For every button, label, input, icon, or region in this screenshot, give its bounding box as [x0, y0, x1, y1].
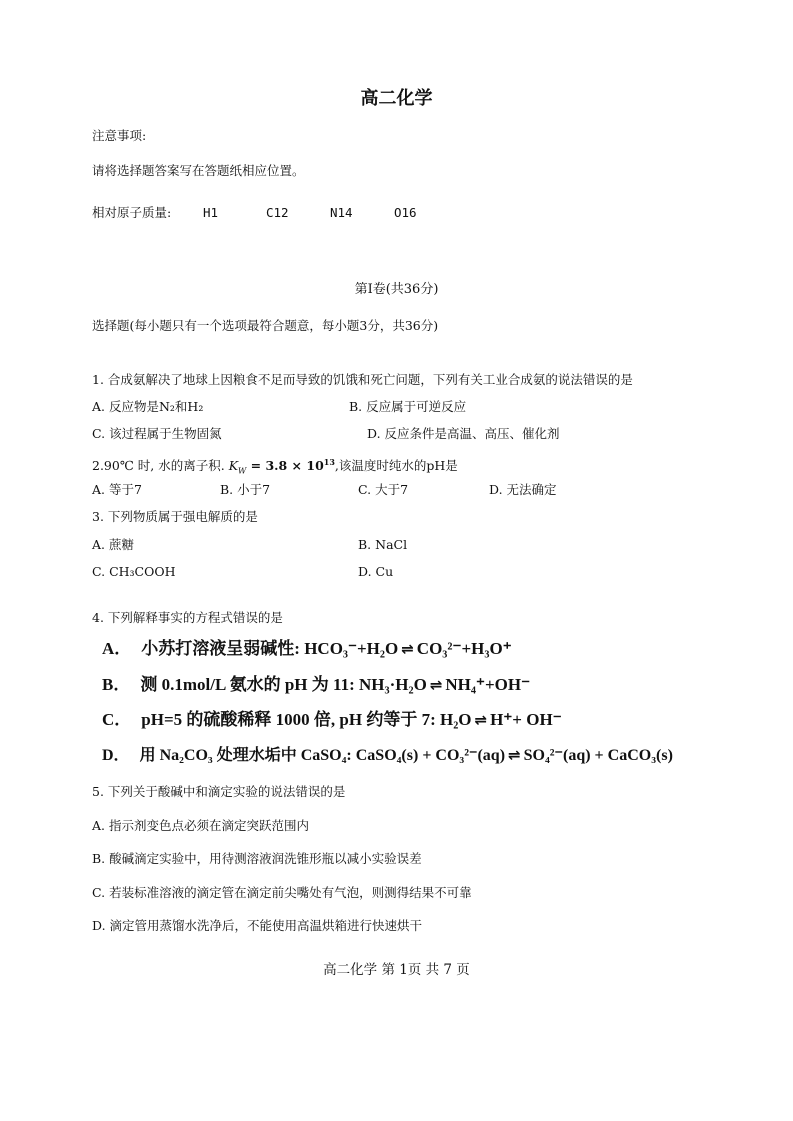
q4-option-d	[102, 744, 673, 767]
q4-option-c-label: C．	[102, 710, 132, 729]
q2-stem	[92, 454, 458, 480]
equilibrium-arrow-icon: ⇌	[474, 711, 488, 729]
q2-expr: = 3.8 × 10	[246, 458, 324, 474]
q2-option-c: C. 大于7	[358, 482, 409, 497]
q3-option-a: A. 蔗糖	[92, 537, 134, 552]
q1-option-d: D. 反应条件是高温、高压、催化剂	[367, 426, 560, 441]
q2-kw: K	[228, 458, 239, 474]
q4-option-d-label: D．	[102, 747, 130, 764]
notice-heading: 注意事项:	[92, 128, 147, 143]
q5-option-d: D. 滴定管用蒸馏水洗净后，不能使用高温烘箱进行快速烘干	[92, 918, 423, 933]
q1-option-a: A. 反应物是N₂和H₂	[92, 399, 204, 414]
equilibrium-arrow-icon: ⇌	[401, 640, 414, 658]
notice-line: 请将选择题答案写在答题纸相应位置。	[92, 163, 305, 178]
q3-option-d: D. Cu	[358, 564, 394, 579]
page-footer: 高二化学 第 1页 共 7 页	[323, 962, 470, 978]
q4-option-b-right: NH₄⁺+OH⁻	[445, 675, 531, 694]
q4-option-c	[102, 709, 562, 731]
q2-exp: 13	[323, 457, 335, 467]
q4-option-c-text: pH=5 的硫酸稀释 1000 倍, pH 约等于 7: H₂O	[141, 710, 472, 729]
q3-option-c: C. CH₃COOH	[92, 564, 176, 579]
q4-option-b	[102, 674, 530, 696]
q5-option-c: C. 若装标准溶液的滴定管在滴定前尖嘴处有气泡，则测得结果不可靠	[92, 885, 472, 900]
q4-option-b-label: B．	[102, 675, 131, 694]
page-title: 高二化学	[360, 88, 433, 109]
q1-option-b: B. 反应属于可逆反应	[349, 399, 467, 414]
atomic-mass-o: O16	[394, 205, 417, 220]
atomic-mass-row	[92, 205, 417, 221]
q5-option-b: B. 酸碱滴定实验中，用待测溶液润洗锥形瓶以减小实验误差	[92, 851, 422, 866]
q4-option-c-right: H⁺+ OH⁻	[490, 710, 562, 729]
q1-option-c: C. 该过程属于生物固氮	[92, 426, 222, 441]
equilibrium-arrow-icon: ⇌	[429, 676, 443, 694]
q2-stem-post: ,该温度时纯水的pH是	[334, 458, 458, 474]
q2-stem-pre: 2.90℃ 时, 水的离子积.	[92, 458, 229, 474]
q4-option-d-text: 用 Na₂CO₃ 处理水垢中 CaSO₄: CaSO₄(s) + CO₃²⁻(aq)	[139, 747, 506, 764]
atomic-mass-n: N14	[330, 205, 353, 220]
q4-option-a	[102, 638, 512, 660]
q2-option-d: D. 无法确定	[489, 482, 557, 497]
q5-option-a: A. 指示剂变色点必须在滴定突跃范围内	[92, 818, 309, 833]
atomic-mass-c: C12	[266, 205, 289, 220]
equilibrium-arrow-icon: ⇌	[508, 746, 521, 764]
q3-option-b: B. NaCl	[358, 537, 408, 552]
q2-option-a: A. 等于7	[92, 482, 142, 497]
atomic-mass-h: H1	[203, 205, 219, 220]
q2-option-b: B. 小于7	[220, 482, 271, 497]
q2-kw-sub: W	[238, 466, 247, 476]
section-instruction: 选择题(每小题只有一个选项最符合题意，每小题3分，共36分)	[92, 318, 439, 333]
q4-stem: 4. 下列解释事实的方程式错误的是	[92, 610, 283, 625]
q3-stem: 3. 下列物质属于强电解质的是	[92, 509, 258, 524]
section-title: 第Ⅰ卷(共36分)	[354, 282, 439, 297]
q4-option-a-right: CO₃²⁻+H₃O⁺	[416, 639, 512, 658]
atomic-mass-label: 相对原子质量:	[92, 205, 172, 220]
q4-option-d-right: SO₄²⁻(aq) + CaCO₃(s)	[523, 747, 673, 764]
q1-stem: 1. 合成氨解决了地球上因粮食不足而导致的饥饿和死亡问题，下列有关工业合成氨的说法错误的是	[92, 372, 633, 387]
q4-option-b-text: 测 0.1mol/L 氨水的 pH 为 11: NH₃·H₂O	[140, 675, 427, 694]
q4-option-a-text: 小苏打溶液呈弱碱性: HCO₃⁻+H₂O	[141, 639, 399, 658]
q4-option-a-label: A．	[102, 639, 132, 658]
q5-stem: 5. 下列关于酸碱中和滴定实验的说法错误的是	[92, 784, 346, 799]
